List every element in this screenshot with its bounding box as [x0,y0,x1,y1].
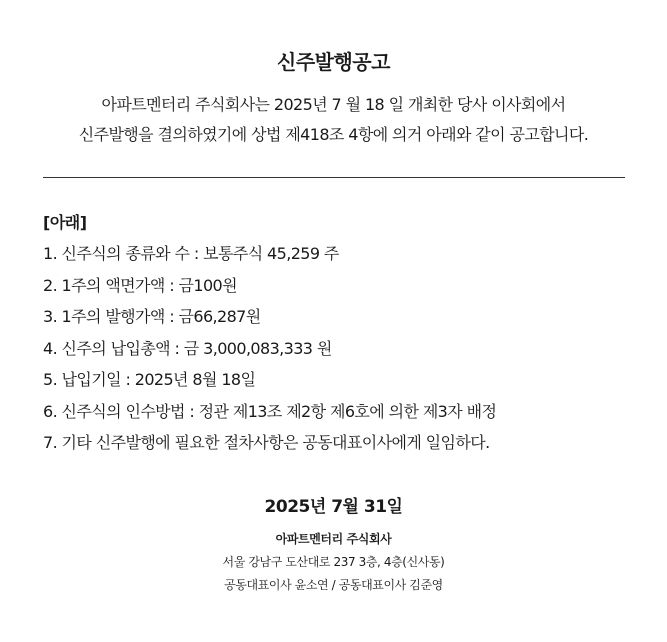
representatives: 공동대표이사 윤소연 / 공동대표이사 김준영 [224,578,443,592]
list-item: 5. 납입기일 : 2025년 8월 18일 [43,370,256,389]
intro-line: 신주발행을 결의하였기에 상법 제418조 4항에 의거 아래와 같이 공고합니다. [78,125,589,144]
notice-items-list [43,242,496,463]
company-address: 서울 강남구 도산대로 237 3층, 4층(신사동) [222,555,445,569]
notice-title: 신주발행공고 [277,50,390,74]
list-item: 2. 1주의 액면가액 : 금100원 [43,275,237,295]
intro-line: 아파트멘터리 주식회사는 2025년 7 월 18 일 개최한 당사 이사회에서 [101,95,566,114]
list-item: 3. 1주의 발행가액 : 금66,287원 [43,307,261,326]
list-item: 4. 신주의 납입총액 : 금 3,000,083,333 원 [43,338,332,358]
list-item: 7. 기타 신주발행에 필요한 절차사항은 공동대표이사에게 일임하다. [43,433,490,452]
notice-date: 2025년 7월 31일 [264,497,403,517]
list-item: 1. 신주식의 종류와 수 : 보통주식 45,259 주 [43,244,339,263]
notice-intro [0,90,667,150]
company-name: 아파트멘터리 주식회사 [275,532,392,546]
section-heading: [아래] [43,213,87,232]
divider [43,177,625,178]
list-item: 6. 신주식의 인수방법 : 정관 제13조 제2항 제6호에 의한 제3자 배정 [43,401,497,421]
